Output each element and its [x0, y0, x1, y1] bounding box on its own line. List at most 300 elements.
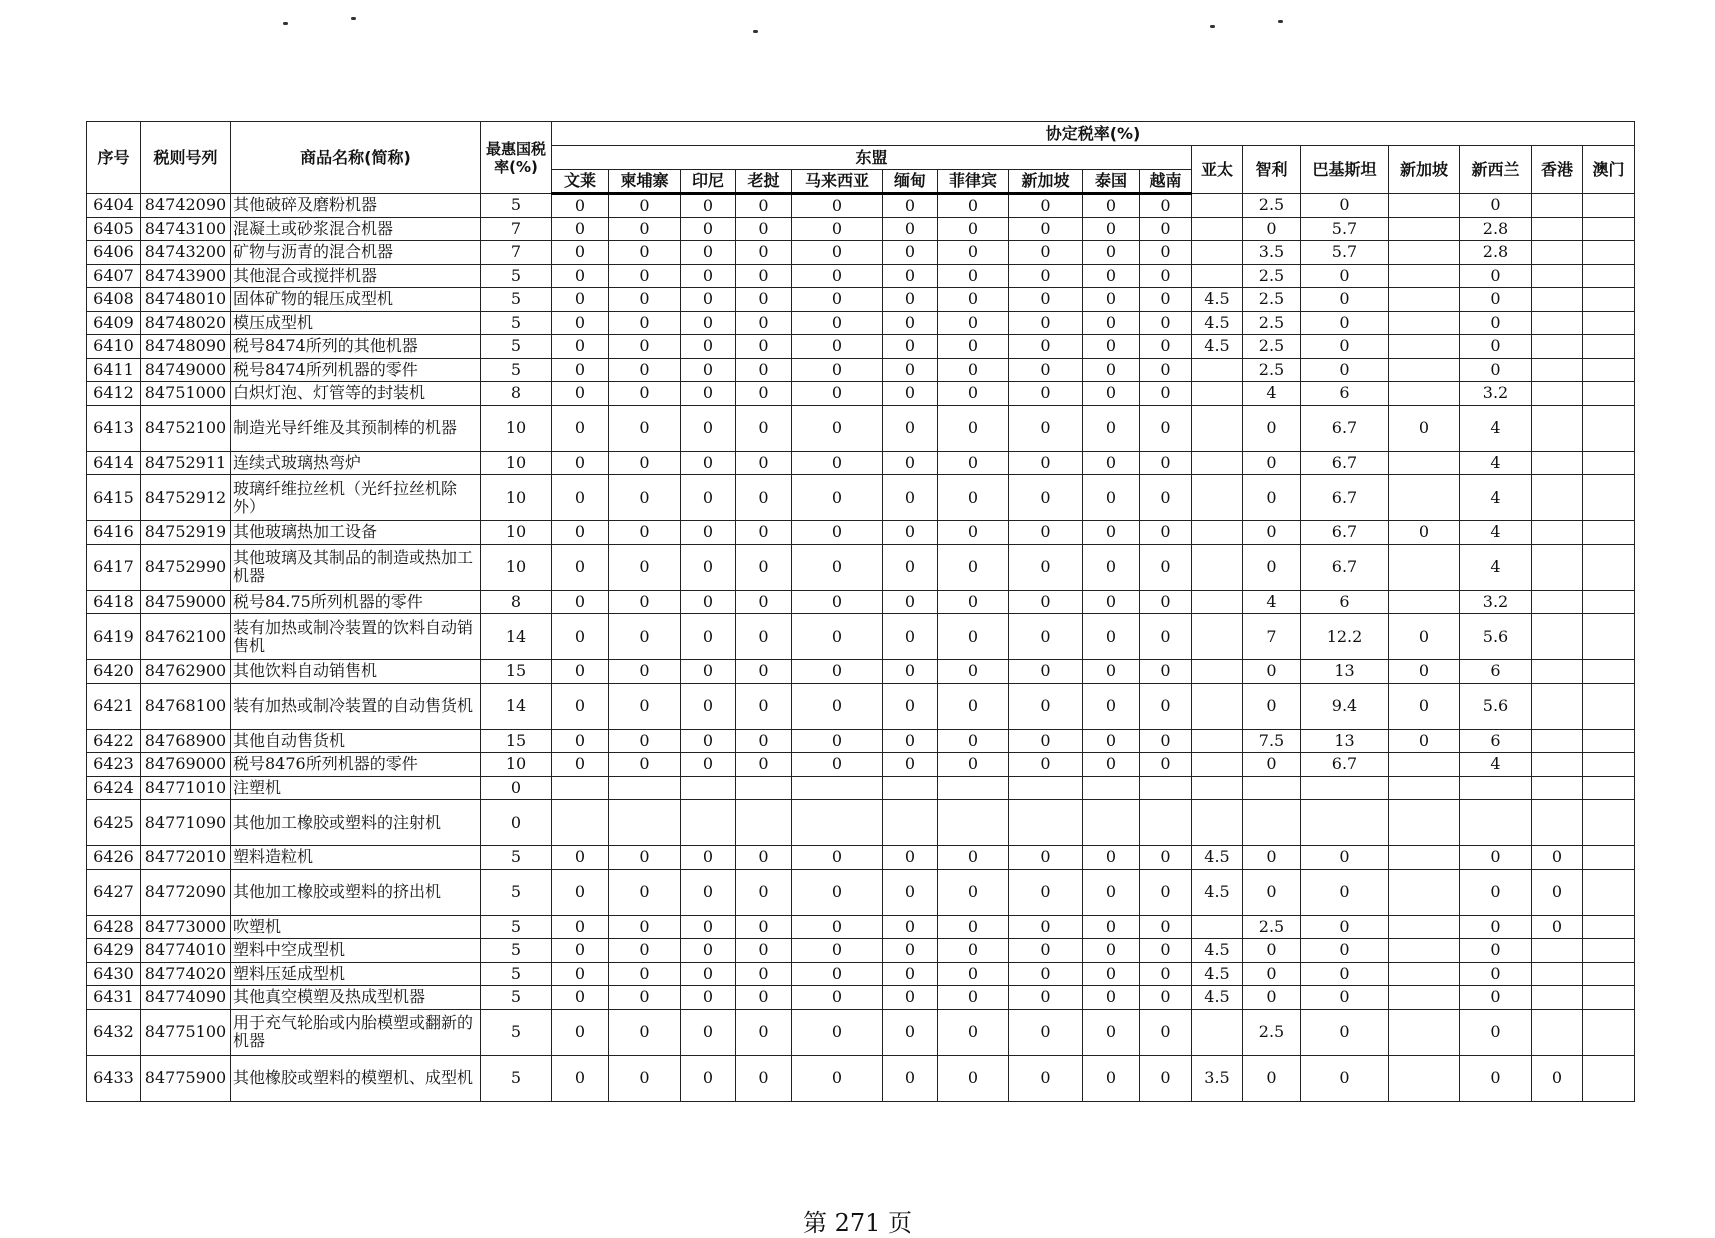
table-cell: 0	[792, 590, 883, 614]
table-cell: 0	[552, 288, 609, 312]
product-name-cell: 税号8474所列机器的零件	[231, 358, 481, 382]
table-cell: 7	[1243, 614, 1301, 660]
table-cell: 0	[883, 729, 938, 753]
table-cell	[1192, 729, 1243, 753]
table-cell: 0	[681, 846, 736, 870]
table-cell	[1389, 776, 1460, 800]
table-cell	[1192, 753, 1243, 777]
table-row	[87, 614, 1635, 660]
table-cell: 0	[1532, 915, 1583, 939]
table-cell: 0	[552, 683, 609, 729]
table-cell: 5	[481, 335, 552, 359]
table-cell: 0	[1009, 475, 1083, 521]
table-cell: 0	[681, 1009, 736, 1055]
table-cell: 0	[552, 753, 609, 777]
table-cell: 0	[736, 264, 792, 288]
table-cell: 0	[736, 241, 792, 265]
table-cell	[1389, 217, 1460, 241]
header-row-1	[87, 122, 1635, 146]
table-cell: 6405	[87, 217, 141, 241]
table-cell: 0	[736, 544, 792, 590]
table-cell	[1532, 660, 1583, 684]
table-cell: 0	[736, 358, 792, 382]
table-cell: 0	[1083, 939, 1140, 963]
table-cell: 4.5	[1192, 869, 1243, 915]
table-cell	[1583, 451, 1635, 475]
table-cell: 0	[792, 194, 883, 218]
table-cell	[1389, 382, 1460, 406]
table-cell	[1389, 194, 1460, 218]
table-cell	[1583, 660, 1635, 684]
table-cell: 0	[883, 358, 938, 382]
table-cell: 84748020	[141, 311, 231, 335]
table-cell	[1532, 683, 1583, 729]
table-cell: 15	[481, 729, 552, 753]
table-cell: 0	[938, 915, 1009, 939]
table-cell: 0	[792, 217, 883, 241]
table-cell: 6.7	[1301, 753, 1389, 777]
table-cell	[1583, 939, 1635, 963]
table-cell: 0	[681, 521, 736, 545]
table-cell	[1583, 264, 1635, 288]
table-cell: 0	[1243, 939, 1301, 963]
table-cell	[1192, 800, 1243, 846]
table-cell	[1192, 776, 1243, 800]
table-cell: 6	[1301, 590, 1389, 614]
table-cell: 0	[1140, 962, 1192, 986]
table-cell: 84762900	[141, 660, 231, 684]
table-cell: 0	[1083, 544, 1140, 590]
table-cell: 0	[736, 590, 792, 614]
table-cell: 0	[1009, 264, 1083, 288]
table-cell: 5	[481, 264, 552, 288]
table-cell: 5	[481, 986, 552, 1010]
table-cell: 5	[481, 962, 552, 986]
table-cell	[1583, 683, 1635, 729]
table-row	[87, 915, 1635, 939]
table-cell: 2.8	[1460, 241, 1532, 265]
header-asean-col: 柬埔寨	[609, 170, 681, 194]
table-cell: 4.5	[1192, 846, 1243, 870]
table-cell	[1583, 915, 1635, 939]
table-cell	[1243, 776, 1301, 800]
table-cell: 0	[681, 264, 736, 288]
table-cell: 0	[1243, 475, 1301, 521]
table-cell: 0	[792, 915, 883, 939]
table-cell: 0	[1140, 915, 1192, 939]
table-cell: 0	[1009, 1055, 1083, 1101]
table-cell: 6414	[87, 451, 141, 475]
table-cell: 0	[792, 335, 883, 359]
table-cell: 6404	[87, 194, 141, 218]
table-cell: 10	[481, 544, 552, 590]
table-cell: 4.5	[1192, 335, 1243, 359]
table-cell: 0	[609, 264, 681, 288]
table-cell: 0	[736, 660, 792, 684]
table-cell	[1532, 194, 1583, 218]
header-agreement: 协定税率(%)	[552, 122, 1635, 146]
table-cell: 0	[938, 544, 1009, 590]
table-cell	[552, 776, 609, 800]
table-cell: 0	[552, 358, 609, 382]
table-cell: 0	[1009, 194, 1083, 218]
scan-speck	[283, 22, 288, 25]
table-cell: 0	[552, 986, 609, 1010]
table-cell: 0	[792, 962, 883, 986]
table-row	[87, 288, 1635, 312]
product-name-cell: 连续式玻璃热弯炉	[231, 451, 481, 475]
table-cell: 0	[736, 986, 792, 1010]
table-cell	[1389, 1009, 1460, 1055]
table-cell: 0	[938, 729, 1009, 753]
table-cell: 0	[736, 217, 792, 241]
table-cell: 6.7	[1301, 451, 1389, 475]
table-cell	[1389, 915, 1460, 939]
table-cell: 0	[552, 939, 609, 963]
table-cell	[1192, 590, 1243, 614]
table-cell: 2.5	[1243, 264, 1301, 288]
product-name-cell: 其他橡胶或塑料的模塑机、成型机	[231, 1055, 481, 1101]
table-cell: 0	[1083, 217, 1140, 241]
table-cell: 0	[938, 335, 1009, 359]
table-cell: 6	[1301, 382, 1389, 406]
table-cell: 0	[609, 358, 681, 382]
table-cell: 0	[552, 614, 609, 660]
table-cell: 0	[1083, 241, 1140, 265]
product-name-cell: 其他玻璃及其制品的制造或热加工机器	[231, 544, 481, 590]
table-cell: 5	[481, 915, 552, 939]
table-cell	[1583, 590, 1635, 614]
table-cell: 0	[1083, 288, 1140, 312]
table-row	[87, 776, 1635, 800]
table-cell: 84752912	[141, 475, 231, 521]
table-cell: 0	[1140, 590, 1192, 614]
table-cell	[1583, 869, 1635, 915]
table-cell: 0	[938, 753, 1009, 777]
table-cell: 0	[552, 264, 609, 288]
table-cell: 0	[736, 1055, 792, 1101]
table-cell: 0	[938, 311, 1009, 335]
table-cell: 0	[938, 962, 1009, 986]
table-cell: 8	[481, 382, 552, 406]
table-cell: 4	[1460, 753, 1532, 777]
table-cell: 6413	[87, 405, 141, 451]
product-name-cell: 其他真空模塑及热成型机器	[231, 986, 481, 1010]
table-cell: 0	[736, 288, 792, 312]
table-cell: 0	[1301, 194, 1389, 218]
table-cell: 0	[1083, 846, 1140, 870]
table-cell: 0	[938, 590, 1009, 614]
header-mfn: 最惠国税率(%)	[481, 122, 552, 194]
table-cell: 0	[609, 241, 681, 265]
table-cell: 0	[1243, 962, 1301, 986]
table-cell: 4	[1460, 405, 1532, 451]
table-cell	[1532, 776, 1583, 800]
table-cell: 0	[609, 1009, 681, 1055]
table-cell	[736, 800, 792, 846]
table-cell: 0	[609, 521, 681, 545]
table-cell	[1009, 776, 1083, 800]
table-cell: 0	[883, 335, 938, 359]
header-asean-col: 新加坡	[1009, 170, 1083, 194]
table-cell: 0	[938, 614, 1009, 660]
table-cell: 10	[481, 451, 552, 475]
table-cell: 0	[681, 475, 736, 521]
table-cell	[1583, 241, 1635, 265]
table-cell: 0	[1140, 405, 1192, 451]
product-name-cell: 塑料造粒机	[231, 846, 481, 870]
table-cell: 0	[481, 776, 552, 800]
table-cell: 0	[1301, 1055, 1389, 1101]
table-cell: 6431	[87, 986, 141, 1010]
table-cell: 0	[609, 451, 681, 475]
header-other-col: 香港	[1532, 146, 1583, 194]
table-cell	[1460, 776, 1532, 800]
table-cell: 0	[609, 1055, 681, 1101]
table-cell	[1389, 264, 1460, 288]
table-cell: 5	[481, 1009, 552, 1055]
table-cell: 0	[1301, 358, 1389, 382]
table-cell: 0	[681, 939, 736, 963]
table-row	[87, 846, 1635, 870]
table-cell: 0	[883, 986, 938, 1010]
header-asean-col: 菲律宾	[938, 170, 1009, 194]
table-cell: 7.5	[1243, 729, 1301, 753]
table-cell: 0	[1389, 683, 1460, 729]
table-cell: 0	[736, 729, 792, 753]
table-cell: 0	[736, 614, 792, 660]
table-cell: 0	[792, 614, 883, 660]
table-cell: 0	[1009, 614, 1083, 660]
table-cell: 0	[792, 288, 883, 312]
table-cell	[792, 800, 883, 846]
table-cell: 0	[883, 405, 938, 451]
table-cell: 0	[1009, 335, 1083, 359]
table-body	[87, 194, 1635, 1102]
table-cell: 0	[1243, 869, 1301, 915]
table-cell: 0	[1140, 521, 1192, 545]
table-cell: 0	[1460, 869, 1532, 915]
table-cell	[1192, 614, 1243, 660]
table-cell: 0	[552, 475, 609, 521]
table-cell: 6423	[87, 753, 141, 777]
table-cell: 5.6	[1460, 683, 1532, 729]
table-cell: 0	[1532, 1055, 1583, 1101]
table-cell: 0	[1009, 939, 1083, 963]
table-row	[87, 194, 1635, 218]
table-cell: 6411	[87, 358, 141, 382]
table-cell	[1532, 405, 1583, 451]
table-cell: 0	[609, 683, 681, 729]
table-cell: 84743900	[141, 264, 231, 288]
table-cell: 0	[681, 405, 736, 451]
table-cell: 12.2	[1301, 614, 1389, 660]
table-cell: 0	[883, 288, 938, 312]
table-cell: 0	[938, 869, 1009, 915]
table-cell: 0	[883, 217, 938, 241]
table-cell: 0	[609, 475, 681, 521]
table-cell: 0	[552, 962, 609, 986]
table-cell	[1532, 358, 1583, 382]
table-cell: 2.8	[1460, 217, 1532, 241]
table-cell	[1083, 776, 1140, 800]
table-cell: 84768100	[141, 683, 231, 729]
table-cell: 0	[609, 729, 681, 753]
header-other-col: 新加坡	[1389, 146, 1460, 194]
table-cell: 6433	[87, 1055, 141, 1101]
table-cell: 0	[681, 915, 736, 939]
table-cell: 4	[1460, 544, 1532, 590]
table-cell: 0	[792, 753, 883, 777]
table-cell	[1192, 451, 1243, 475]
table-cell: 0	[552, 660, 609, 684]
table-cell	[1532, 544, 1583, 590]
table-cell: 0	[1009, 217, 1083, 241]
table-cell: 0	[1140, 1009, 1192, 1055]
table-row	[87, 729, 1635, 753]
table-cell: 2.5	[1243, 335, 1301, 359]
table-cell: 0	[681, 544, 736, 590]
product-name-cell: 其他玻璃热加工设备	[231, 521, 481, 545]
table-cell: 6424	[87, 776, 141, 800]
table-cell: 0	[736, 1009, 792, 1055]
table-cell: 0	[552, 241, 609, 265]
table-cell: 0	[1243, 451, 1301, 475]
table-cell	[1532, 729, 1583, 753]
table-cell: 0	[938, 660, 1009, 684]
table-cell: 0	[1083, 753, 1140, 777]
table-row	[87, 1055, 1635, 1101]
table-cell: 0	[1083, 683, 1140, 729]
table-row	[87, 264, 1635, 288]
table-cell	[1140, 776, 1192, 800]
table-cell	[552, 800, 609, 846]
table-cell	[1389, 1055, 1460, 1101]
table-cell: 6427	[87, 869, 141, 915]
table-cell: 0	[552, 311, 609, 335]
table-cell: 0	[1301, 869, 1389, 915]
table-cell	[938, 800, 1009, 846]
table-cell: 0	[1009, 288, 1083, 312]
table-cell	[1583, 521, 1635, 545]
table-cell: 84775900	[141, 1055, 231, 1101]
table-cell: 0	[1460, 288, 1532, 312]
table-cell	[1192, 521, 1243, 545]
table-cell: 0	[552, 590, 609, 614]
table-cell: 0	[552, 846, 609, 870]
table-cell	[1460, 800, 1532, 846]
table-cell: 6425	[87, 800, 141, 846]
table-cell: 84772010	[141, 846, 231, 870]
table-cell: 0	[792, 451, 883, 475]
table-cell: 0	[1009, 451, 1083, 475]
table-cell: 0	[552, 1009, 609, 1055]
table-cell: 0	[792, 264, 883, 288]
product-name-cell: 其他破碎及磨粉机器	[231, 194, 481, 218]
table-cell	[1532, 962, 1583, 986]
table-cell	[1389, 590, 1460, 614]
table-cell	[1532, 288, 1583, 312]
table-cell: 0	[1009, 311, 1083, 335]
table-row	[87, 753, 1635, 777]
table-cell: 0	[1009, 590, 1083, 614]
table-cell	[1192, 660, 1243, 684]
table-cell: 0	[883, 939, 938, 963]
table-cell: 6410	[87, 335, 141, 359]
table-cell: 0	[1083, 590, 1140, 614]
table-cell: 0	[1140, 288, 1192, 312]
table-cell: 5	[481, 846, 552, 870]
table-cell: 0	[883, 544, 938, 590]
table-cell: 84774010	[141, 939, 231, 963]
table-cell: 0	[1009, 521, 1083, 545]
product-name-cell: 吹塑机	[231, 915, 481, 939]
table-cell: 0	[609, 544, 681, 590]
table-cell: 0	[1009, 382, 1083, 406]
table-cell	[1192, 475, 1243, 521]
header-asean-col: 泰国	[1083, 170, 1140, 194]
table-cell: 0	[1009, 358, 1083, 382]
header-other-col: 澳门	[1583, 146, 1635, 194]
table-cell: 0	[1083, 358, 1140, 382]
table-cell: 0	[609, 986, 681, 1010]
table-cell: 0	[1083, 335, 1140, 359]
table-cell: 0	[609, 194, 681, 218]
table-cell: 0	[609, 915, 681, 939]
table-cell	[1192, 1009, 1243, 1055]
table-cell: 0	[1301, 915, 1389, 939]
table-cell: 0	[736, 869, 792, 915]
table-cell	[1389, 986, 1460, 1010]
table-cell: 0	[1389, 729, 1460, 753]
table-cell: 0	[1243, 986, 1301, 1010]
table-cell: 0	[681, 217, 736, 241]
table-cell: 7	[481, 217, 552, 241]
product-name-cell: 税号84.75所列机器的零件	[231, 590, 481, 614]
table-cell: 0	[938, 241, 1009, 265]
table-cell	[1583, 358, 1635, 382]
table-cell: 0	[1083, 729, 1140, 753]
product-name-cell: 其他自动售货机	[231, 729, 481, 753]
table-cell: 0	[681, 590, 736, 614]
table-cell: 0	[938, 451, 1009, 475]
table-cell	[1583, 217, 1635, 241]
table-cell: 0	[1140, 311, 1192, 335]
table-row	[87, 475, 1635, 521]
scan-speck	[753, 30, 758, 33]
table-cell	[1389, 451, 1460, 475]
table-cell: 0	[736, 194, 792, 218]
table-cell: 0	[1009, 915, 1083, 939]
table-cell: 0	[883, 311, 938, 335]
header-asean-col: 文莱	[552, 170, 609, 194]
table-cell: 4.5	[1192, 288, 1243, 312]
table-cell	[1389, 335, 1460, 359]
table-cell: 0	[609, 753, 681, 777]
table-cell	[1583, 986, 1635, 1010]
table-cell: 0	[792, 660, 883, 684]
table-cell	[883, 800, 938, 846]
table-cell	[1389, 939, 1460, 963]
table-row	[87, 660, 1635, 684]
table-cell: 84773000	[141, 915, 231, 939]
table-cell	[1243, 800, 1301, 846]
table-cell: 0	[883, 753, 938, 777]
table-cell: 6.7	[1301, 544, 1389, 590]
table-cell: 0	[1301, 986, 1389, 1010]
product-name-cell: 税号8474所列的其他机器	[231, 335, 481, 359]
table-cell: 0	[1460, 1055, 1532, 1101]
